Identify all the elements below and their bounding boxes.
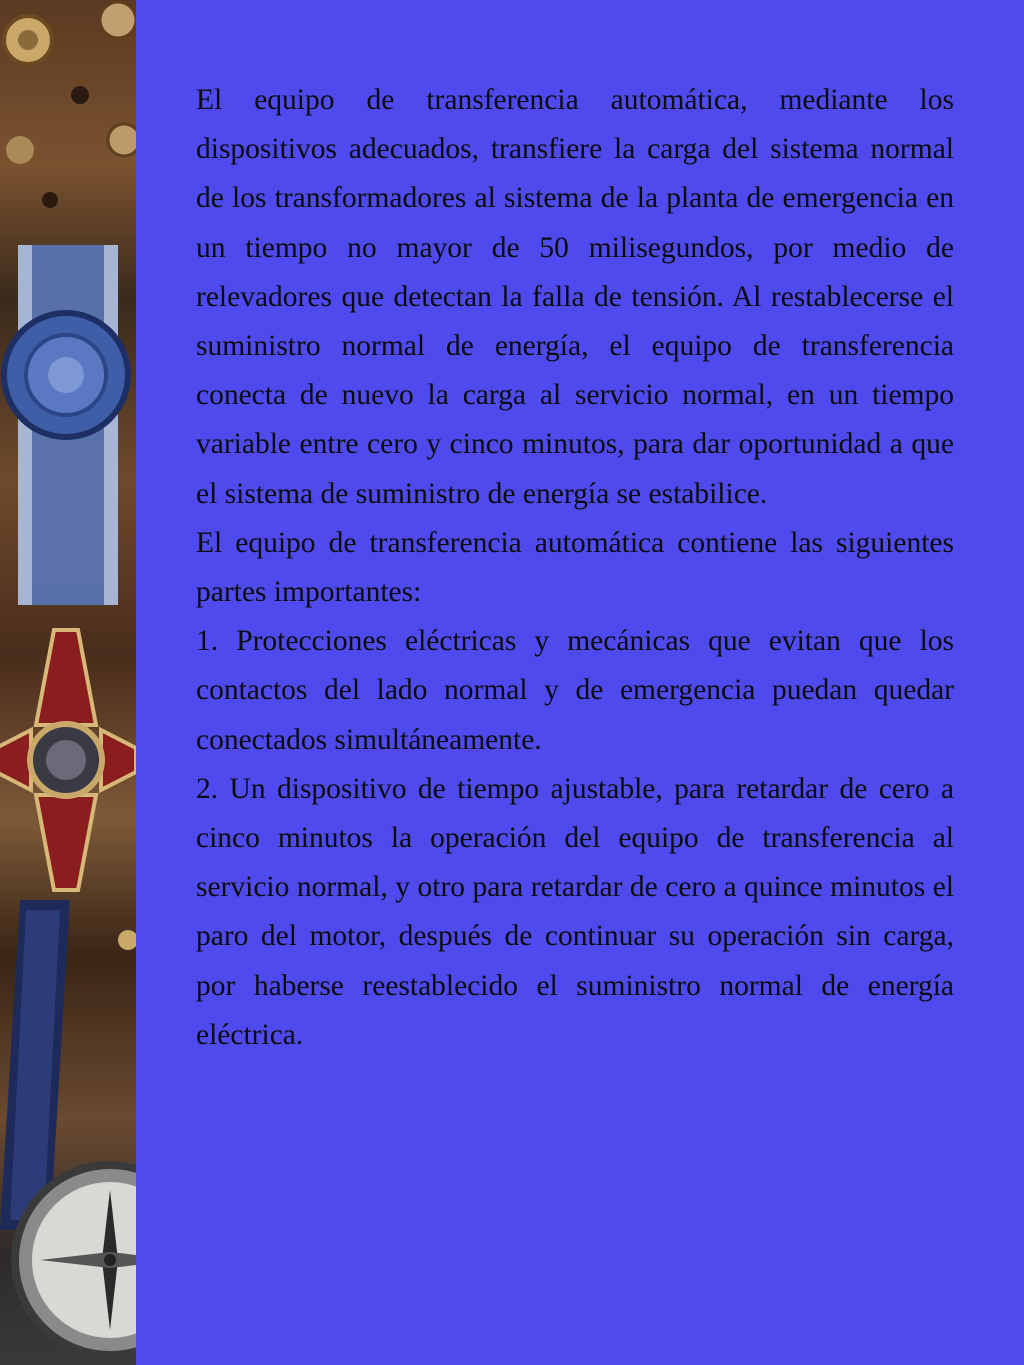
paragraph-parts-heading: El equipo de transferencia automática contiene las siguientes partes importantes: bbox=[196, 526, 954, 609]
document-body bbox=[196, 76, 954, 1060]
paragraph-item-2: 2. Un dispositivo de tiempo ajustable, para retardar de cero a cinco minutos la operación del equipo de transferencia al servicio normal, y otro para retardar de cero a quince minutos el paro del motor, después de continuar su operación sin carga, por haberse reestablecido el suministro normal de energía eléctrica. bbox=[196, 772, 954, 1051]
paragraph-intro: El equipo de transferencia automática, mediante los dispositivos adecuados, transfiere la carga del sistema normal de los transformadores al sistema de la planta de emergencia en un tiempo no mayor de 50 milisegundos, por medio de relevadores que detectan la falla de tensión. Al restablecerse el suministro normal de energía, el equipo de transferencia conecta de nuevo la carga al servicio normal, en un tiempo variable entre cero y cinco minutos, para dar oportunidad a que el sistema de suministro de energía se estabilice. bbox=[196, 84, 954, 510]
medals-and-compass-photo bbox=[0, 0, 136, 1365]
side-decorative-image bbox=[0, 0, 136, 1365]
paragraph-item-1: 1. Protecciones eléctricas y mecánicas que evitan que los contactos del lado normal y de emergencia puedan quedar conectados simultáneamente. bbox=[196, 625, 954, 756]
